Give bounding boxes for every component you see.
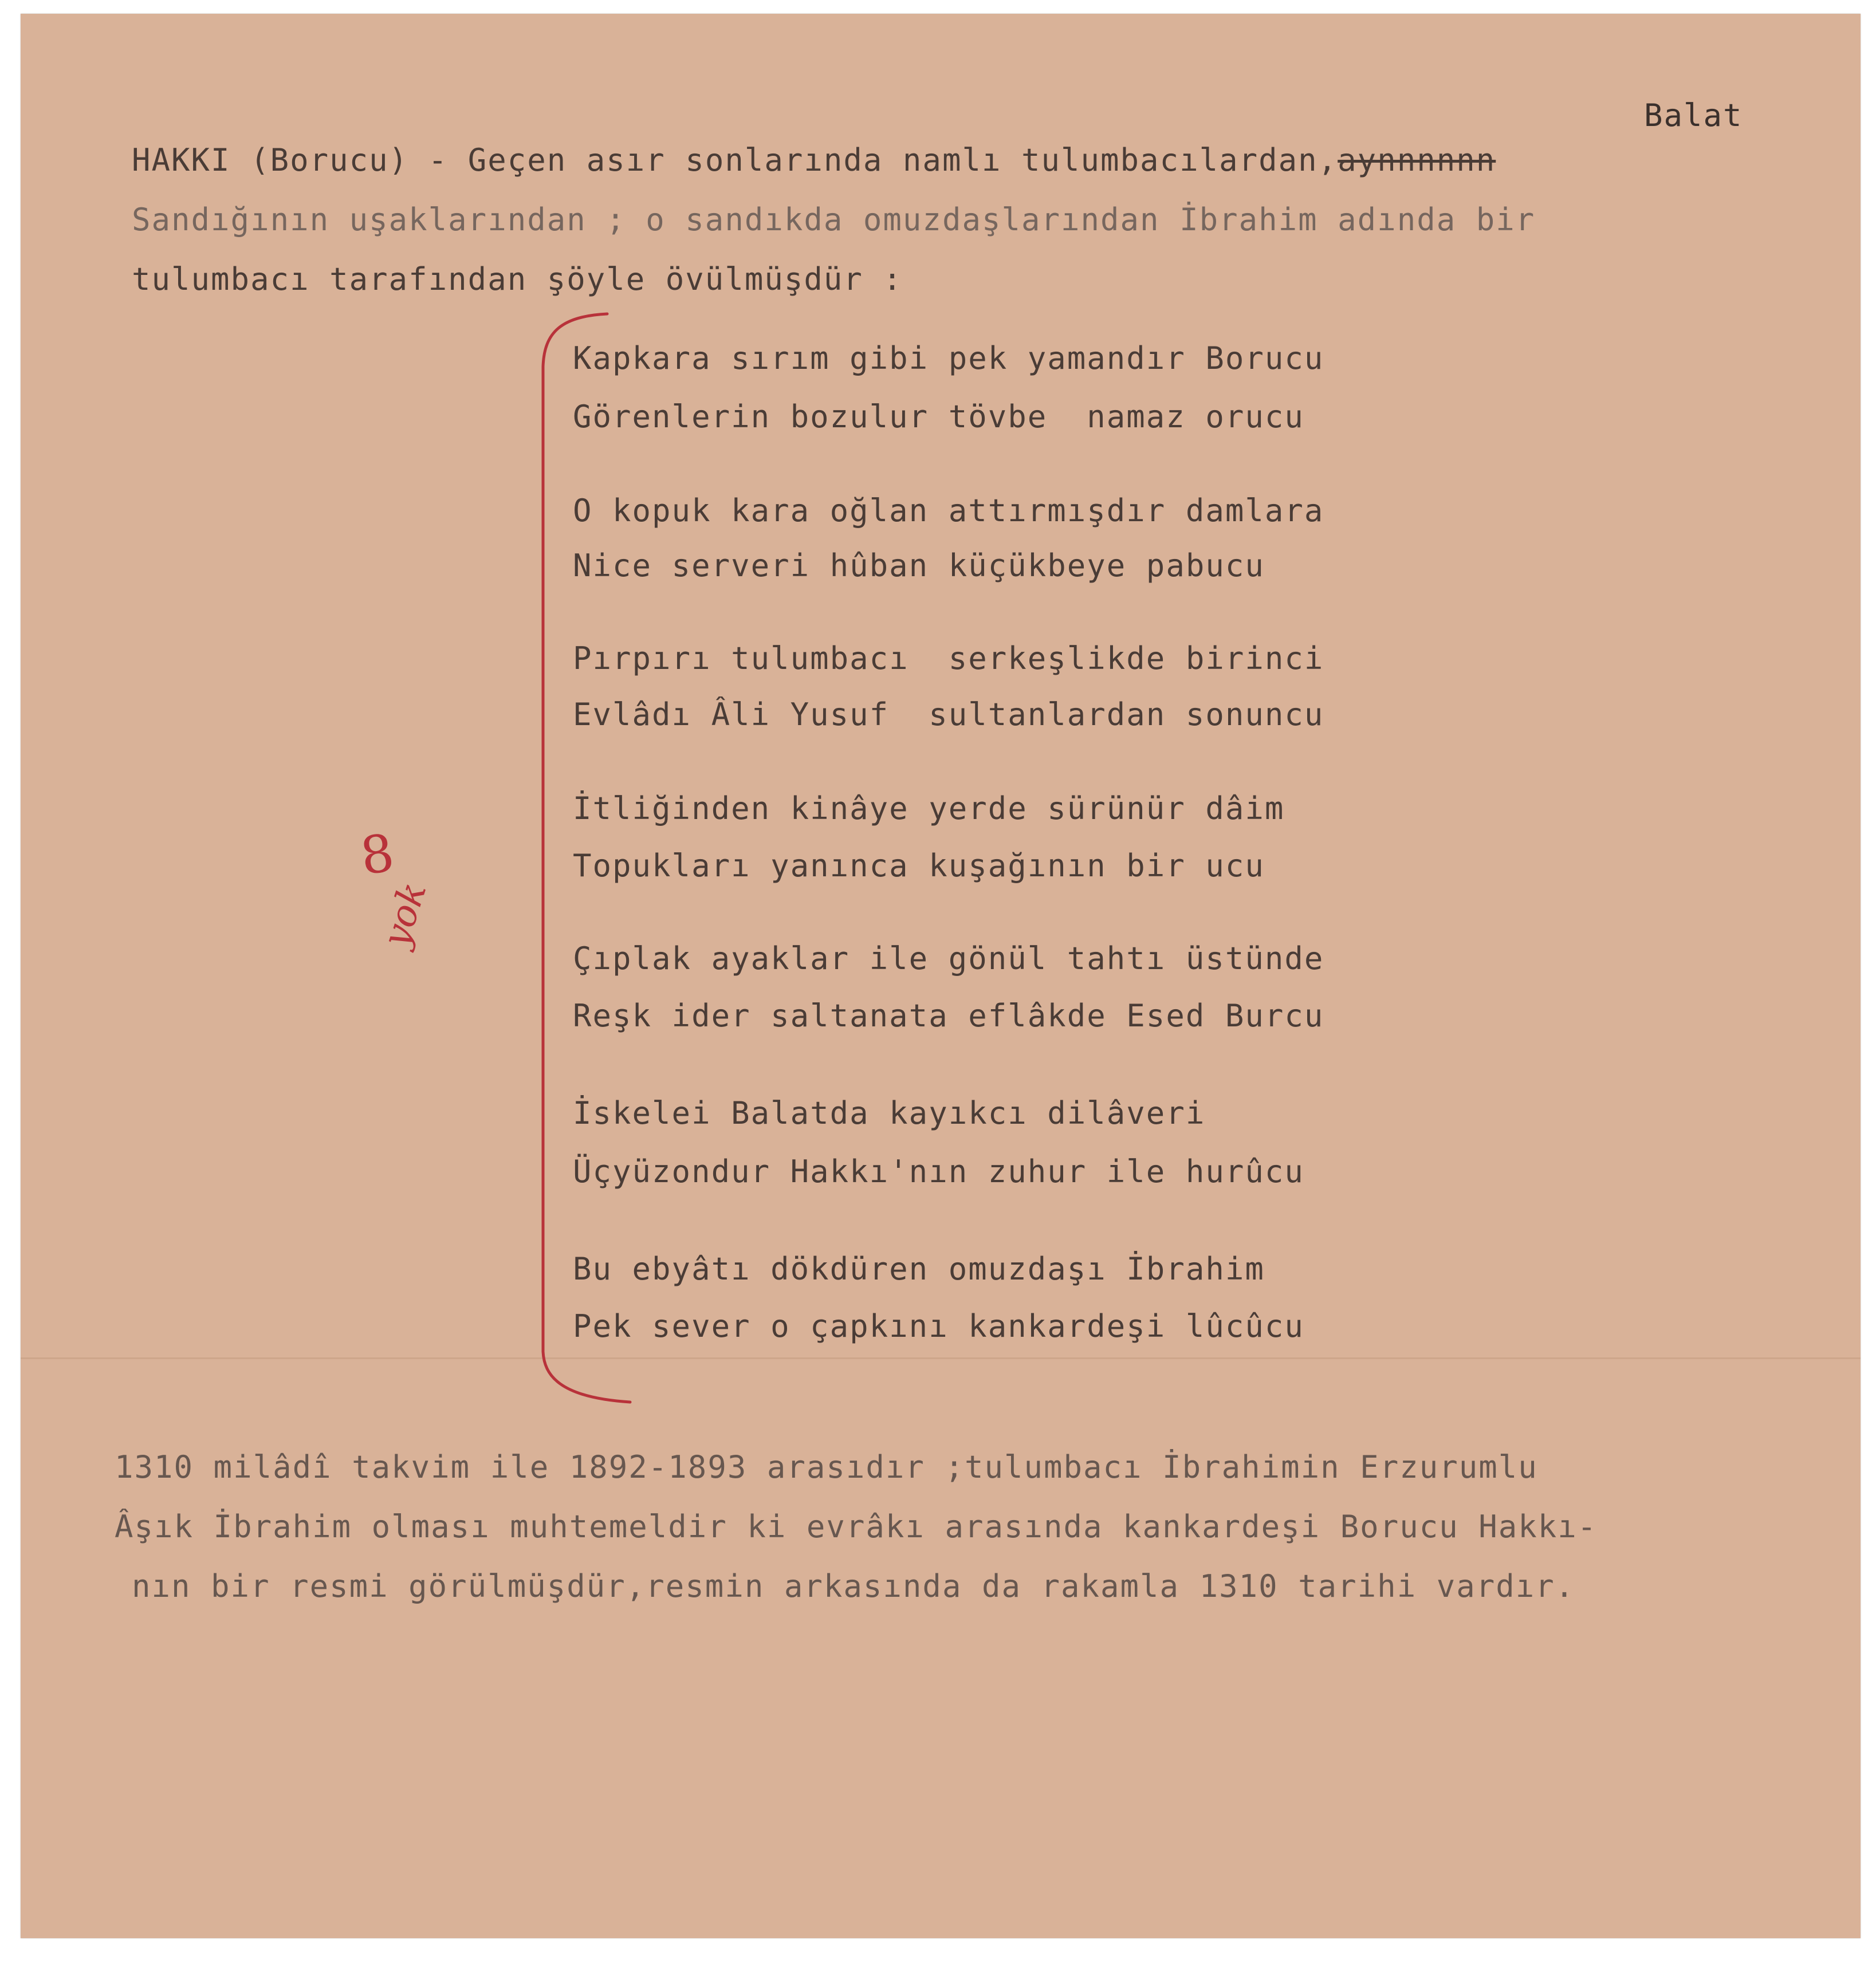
poem-line: Evlâdı Âli Yusuf sultanlardan sonuncu [573, 696, 1324, 733]
poem-line: Üçyüzondur Hakkı'nın zuhur ile hurûcu [573, 1154, 1304, 1190]
intro-line-3: tulumbacı tarafından şöyle övülmüşdür : [132, 261, 903, 297]
poem-line: O kopuk kara oğlan attırmışdır damlara [573, 493, 1324, 529]
poem-line: Pek sever o çapkını kankardeşi lûcûcu [573, 1308, 1304, 1344]
note-line-3: nın bir resmi görülmüşdür,resmin arkasında da rakamla 1310 tarihi vardır. [132, 1568, 1575, 1604]
poem-line: İtliğinden kinâye yerde sürünür dâim [573, 790, 1285, 826]
note-line-1: 1310 milâdî takvim ile 1892-1893 arasıdır ;tulumbacı İbrahimin Erzurumlu [115, 1449, 1538, 1485]
poem-line: Bu ebyâtı dökdüren omuzdaşı İbrahim [573, 1251, 1265, 1287]
poem-line: Görenlerin bozulur tövbe namaz orucu [573, 399, 1304, 435]
poem-line: Reşk ider saltanata eflâkde Esed Burcu [573, 998, 1324, 1034]
margin-number: 8 [356, 822, 398, 887]
struck-word: aynnnnnn [1338, 142, 1496, 178]
poem-line: Kapkara sırım gibi pek yamandır Borucu [573, 340, 1324, 376]
poem-line: İskelei Balatda kayıkcı dilâveri [573, 1095, 1206, 1131]
poem-line: Topukları yanınca kuşağının bir ucu [573, 848, 1265, 884]
poem-line: Pırpırı tulumbacı serkeşlikde birinci [573, 640, 1324, 676]
margin-word: yok [375, 877, 435, 952]
intro-line-2: Sandığının uşaklarından ; o sandıkda omuzdaşlarından İbrahim adında bir [132, 202, 1536, 238]
poem-line: Çıplak ayaklar ile gönül tahtı üstünde [573, 940, 1324, 977]
poem-line: Nice serveri hûban küçükbeye pabucu [573, 548, 1265, 584]
intro-line-1: - Geçen asır sonlarında namlı tulumbacılardan, [408, 142, 1338, 178]
entry-title: HAKKI (Borucu) [132, 142, 409, 178]
note-line-2: Âşık İbrahim olması muhtemeldir ki evrâkı arasında kankardeşi Borucu Hakkı- [115, 1509, 1598, 1545]
handwritten-insertion: Balat [1644, 97, 1743, 133]
